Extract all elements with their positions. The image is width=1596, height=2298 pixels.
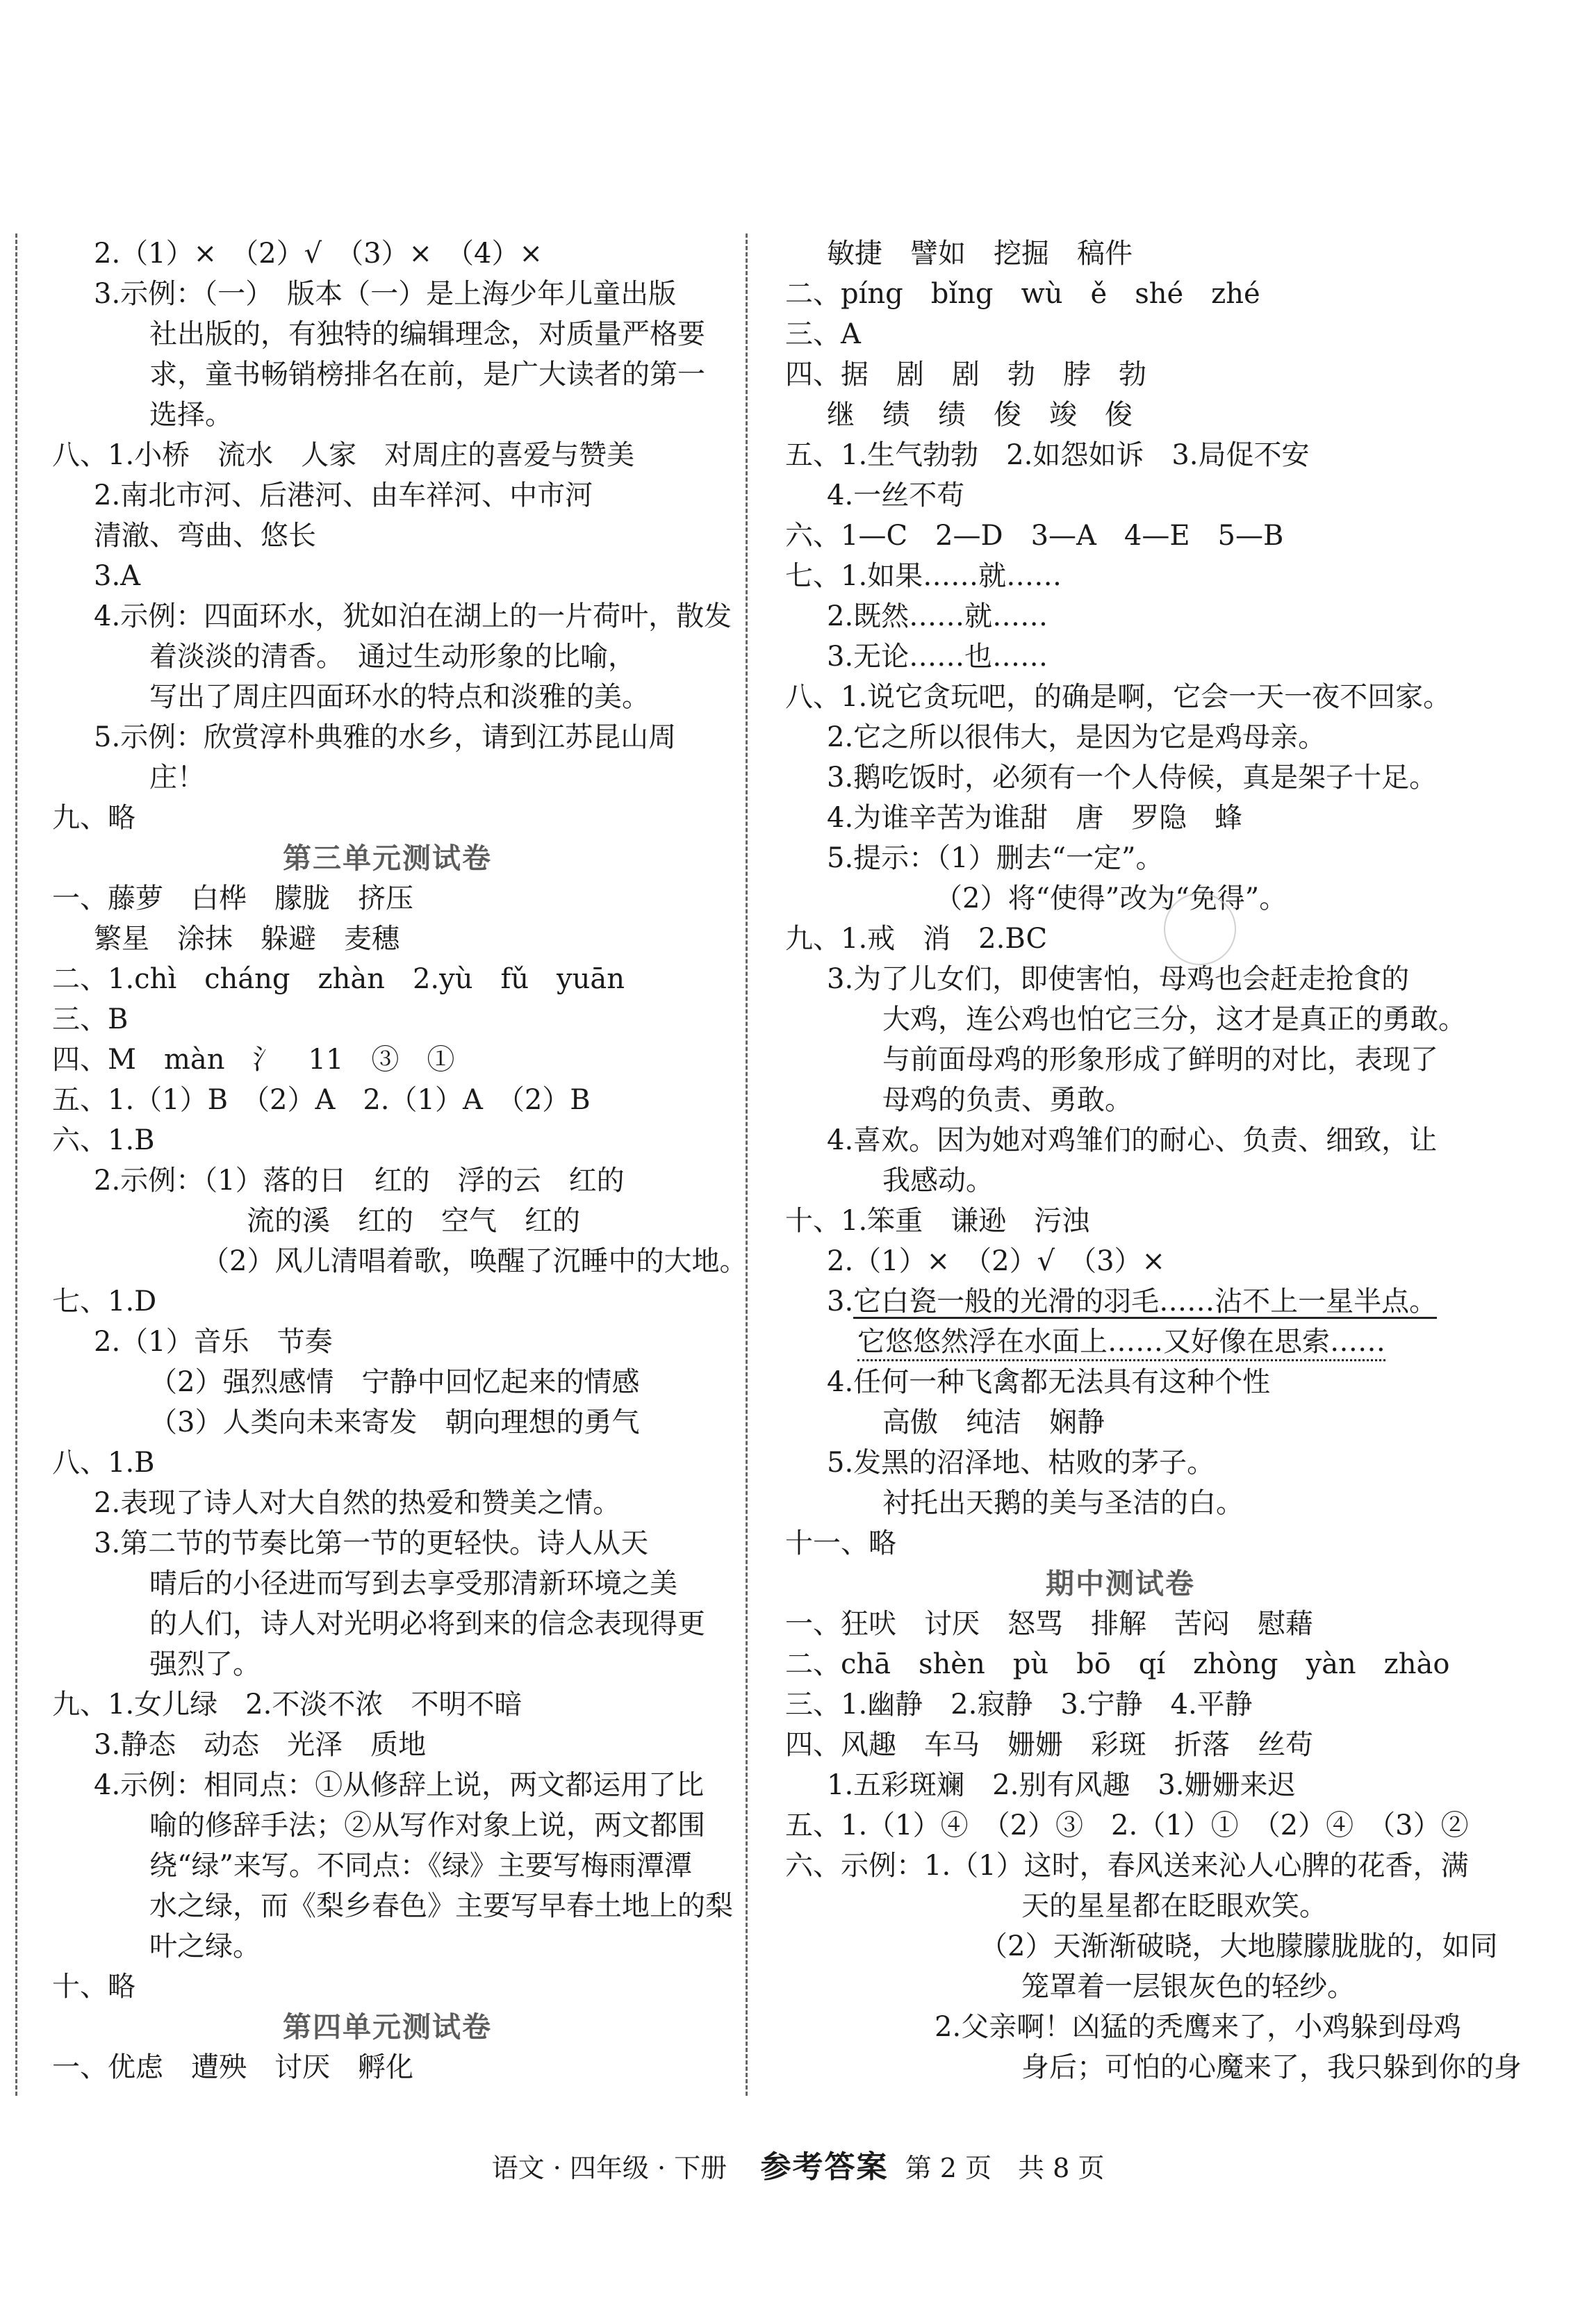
answer-line: 九、1.戒 消 2.BC — [785, 923, 1048, 955]
answer-line: 我感动。 — [882, 1165, 994, 1197]
right-column — [785, 233, 1522, 2087]
answer-line: 着淡淡的清香。 通过生动形象的比喻， — [149, 641, 636, 673]
answer-line: 叶之绿。 — [149, 1930, 261, 1962]
answer-line: 繁星 涂抹 躲避 麦穗 — [94, 923, 400, 955]
answer-line: 3.鹅吃饭时，必须有一个人侍候，真是架子十足。 — [827, 762, 1438, 794]
answer-prefix: 3. — [827, 1286, 854, 1318]
answer-line: 水之绿，而《梨乡春色》主要写早春土地上的梨 — [149, 1890, 733, 1922]
answer-line: 4.示例：相同点：①从修辞上说，两文都运用了比 — [94, 1769, 705, 1801]
answer-line — [785, 1281, 1456, 1322]
answer-line: 选择。 — [149, 399, 233, 431]
answer-line: 写出了周庄四面环水的特点和淡雅的美。 — [149, 681, 650, 713]
answer-line: 2.南北市河、后港河、由车祥河、中市河 — [94, 479, 593, 511]
answer-line: 一、藤萝 白桦 朦胧 挤压 — [52, 883, 413, 914]
answer-line: 五、1.（1）④ （2）③ 2.（1）① （2）④ （3）② — [785, 1809, 1469, 1841]
answer-line: 四、M màn 氵 11 ③ ① — [52, 1044, 455, 1076]
section-title: 期中测试卷 — [1046, 1567, 1195, 1600]
answer-line: 八、1.说它贪玩吧，的确是啊，它会一天一夜不回家。 — [785, 681, 1451, 713]
answer-line: 十、略 — [52, 1971, 135, 2003]
answer-line: 社出版的，有独特的编辑理念，对质量严格要 — [149, 318, 705, 350]
answer-line: 二、chā shèn pù bō qí zhòng yàn zhào — [785, 1648, 1450, 1680]
answer-line: 六、1.B — [52, 1124, 155, 1156]
answer-line: 身后；可怕的心魔来了，我只躲到你的身 — [1021, 2051, 1522, 2083]
answer-line: 的人们，诗人对光明必将到来的信念表现得更 — [149, 1608, 705, 1640]
answer-line: 四、据 剧 剧 勃 脖 勃 — [785, 359, 1146, 391]
answer-line: 三、1.幽静 2.寂静 3.宁静 4.平静 — [785, 1689, 1253, 1721]
answer-line: 三、A — [785, 318, 861, 350]
answer-line: 2.它之所以很伟大，是因为它是鸡母亲。 — [827, 721, 1326, 753]
wavy-underlined-sentence: 它悠悠然浮在水面上……又好像在思索…… — [857, 1322, 1385, 1362]
answer-line: 高傲 纯洁 娴静 — [882, 1406, 1105, 1438]
answer-line: （2）风儿清唱着歌，唤醒了沉睡中的大地。 — [201, 1245, 748, 1277]
answer-line: 七、1.如果……就…… — [785, 560, 1062, 592]
answer-line: 五、1.（1）B （2）A 2.（1）A （2）B — [52, 1084, 591, 1116]
answer-line: 十一、略 — [785, 1527, 896, 1559]
answer-line: （3）人类向未来寄发 朝向理想的勇气 — [149, 1406, 640, 1438]
answer-line: 六、示例：1.（1）这时，春风送来沁人心脾的花香，满 — [785, 1850, 1469, 1882]
answer-line: 衬托出天鹅的美与圣洁的白。 — [882, 1487, 1244, 1519]
answer-line: （2）天渐渐破晓，大地朦朦胧胧的，如同 — [980, 1930, 1498, 1962]
answer-line: 求，童书畅销榜排名在前，是广大读者的第一 — [149, 359, 705, 391]
answer-line: 八、1.B — [52, 1447, 155, 1479]
answer-line: 继 绩 绩 俊 竣 俊 — [827, 399, 1133, 431]
answer-line: 七、1.D — [52, 1286, 157, 1318]
answer-line: 5.发黑的沼泽地、枯败的茅子。 — [827, 1447, 1215, 1479]
answer-line: 母鸡的负责、勇敢。 — [882, 1084, 1133, 1116]
answer-line: 清澈、弯曲、悠长 — [94, 520, 316, 552]
answer-line: 三、B — [52, 1003, 129, 1035]
answer-line: 绕“绿”来写。不同点：《绿》主要写梅雨潭潭 — [149, 1850, 692, 1882]
answer-line: 喻的修辞手法；②从写作对象上说，两文都围 — [149, 1809, 705, 1841]
answer-line: 一、优虑 遭殃 讨厌 孵化 — [52, 2051, 413, 2083]
answer-line: 2.示例：（1）落的日 红的 浮的云 红的 — [94, 1165, 625, 1197]
answer-line: 流的溪 红的 空气 红的 — [247, 1205, 580, 1237]
answer-line: 3.A — [94, 560, 141, 592]
answer-line: 2.既然……就…… — [827, 600, 1048, 632]
answer-line: 3.第二节的节奏比第一节的更轻快。诗人从天 — [94, 1527, 649, 1559]
answer-line: 3.为了儿女们，即使害怕，母鸡也会赶走抢食的 — [827, 963, 1410, 995]
answer-line: 五、1.生气勃勃 2.如怨如诉 3.局促不安 — [785, 439, 1310, 471]
answer-line: 大鸡，连公鸡也怕它三分，这才是真正的勇敢。 — [882, 1003, 1466, 1035]
answer-line: 二、píng bǐng wù ě shé zhé — [785, 278, 1260, 310]
answer-line: 笼罩着一层银灰色的轻纱。 — [1021, 1971, 1355, 2003]
answer-line: 5.示例：欣赏淳朴典雅的水乡，请到江苏昆山周 — [94, 721, 677, 753]
answer-line: 4.为谁辛苦为谁甜 唐 罗隐 蜂 — [827, 802, 1243, 834]
answer-line: 4.示例：四面环水，犹如泊在湖上的一片荷叶，散发 — [94, 600, 732, 632]
answer-line: 九、1.女儿绿 2.不淡不浓 不明不暗 — [52, 1689, 523, 1721]
answer-line — [785, 1322, 1456, 1362]
page-footer — [0, 2142, 1596, 2186]
answer-line: 3.静态 动态 光泽 质地 — [94, 1729, 427, 1761]
answer-line: 4.任何一种飞禽都无法具有这种个性 — [827, 1366, 1271, 1398]
underlined-sentence: 它白瓷一般的光滑的羽毛……沾不上一星半点。 — [853, 1281, 1437, 1322]
answer-line: 九、略 — [52, 802, 135, 834]
answer-line: 1.五彩斑斓 2.别有风趣 3.姗姗来迟 — [827, 1769, 1296, 1801]
answer-line: 六、1—C 2—D 3—A 4—E 5—B — [785, 520, 1284, 552]
section-title: 第三单元测试卷 — [283, 842, 492, 875]
answer-line: 与前面母鸡的形象形成了鲜明的对比，表现了 — [882, 1044, 1438, 1076]
answer-line: 晴后的小径进而写到去享受那清新环境之美 — [149, 1568, 677, 1600]
answer-line: 4.喜欢。因为她对鸡雏们的耐心、负责、细致，让 — [827, 1124, 1438, 1156]
answer-line: 2.（1）音乐 节奏 — [94, 1326, 333, 1358]
answer-line: 十、1.笨重 谦逊 污浊 — [785, 1205, 1090, 1237]
footer-brand: 参考答案 — [760, 2149, 889, 2185]
left-margin-divider — [15, 233, 17, 2096]
answer-line: 4.一丝不苟 — [827, 479, 965, 511]
answer-line: 3.示例：（一） 版本（一）是上海少年儿童出版 — [94, 278, 677, 310]
footer-subject: 语文 · 四年级 · 下册 — [491, 2153, 727, 2183]
answer-line: 八、1.小桥 流水 人家 对周庄的喜爱与赞美 — [52, 439, 635, 471]
column-divider — [746, 233, 748, 2096]
answer-line: 3.无论……也…… — [827, 641, 1048, 673]
answer-line: 5.提示：（1）删去“一定”。 — [827, 842, 1164, 874]
answer-line: 二、1.chì cháng zhàn 2.yù fǔ yuān — [52, 963, 625, 995]
answer-line: 强烈了。 — [149, 1648, 261, 1680]
answer-line: 2.（1）× （2）√ （3）× （4）× — [94, 238, 543, 270]
answer-line: 四、风趣 车马 姗姗 彩斑 折落 丝苟 — [785, 1729, 1313, 1761]
answer-line: 敏捷 譬如 挖掘 稿件 — [827, 238, 1133, 270]
section-title: 第四单元测试卷 — [283, 2010, 492, 2044]
answer-line: （2）强烈感情 宁静中回忆起来的情感 — [149, 1366, 640, 1398]
answer-line: 一、狂吠 讨厌 怒骂 排解 苦闷 慰藉 — [785, 1608, 1313, 1640]
left-column — [52, 233, 748, 2087]
answer-line: 2.（1）× （2）√ （3）× — [827, 1245, 1166, 1277]
watermark-stamp — [1164, 893, 1236, 965]
answer-line: 庄！ — [149, 762, 205, 794]
answer-line: 天的星星都在眨眼欢笑。 — [1021, 1890, 1327, 1922]
answer-line: 2.表现了诗人对大自然的热爱和赞美之情。 — [94, 1487, 621, 1519]
answer-line: 2.父亲啊！凶猛的秃鹰来了，小鸡躲到母鸡 — [935, 2011, 1462, 2043]
answer-line: （2）将“使得”改为“免得”。 — [935, 883, 1288, 914]
footer-page-number: 第 2 页 共 8 页 — [905, 2153, 1105, 2183]
